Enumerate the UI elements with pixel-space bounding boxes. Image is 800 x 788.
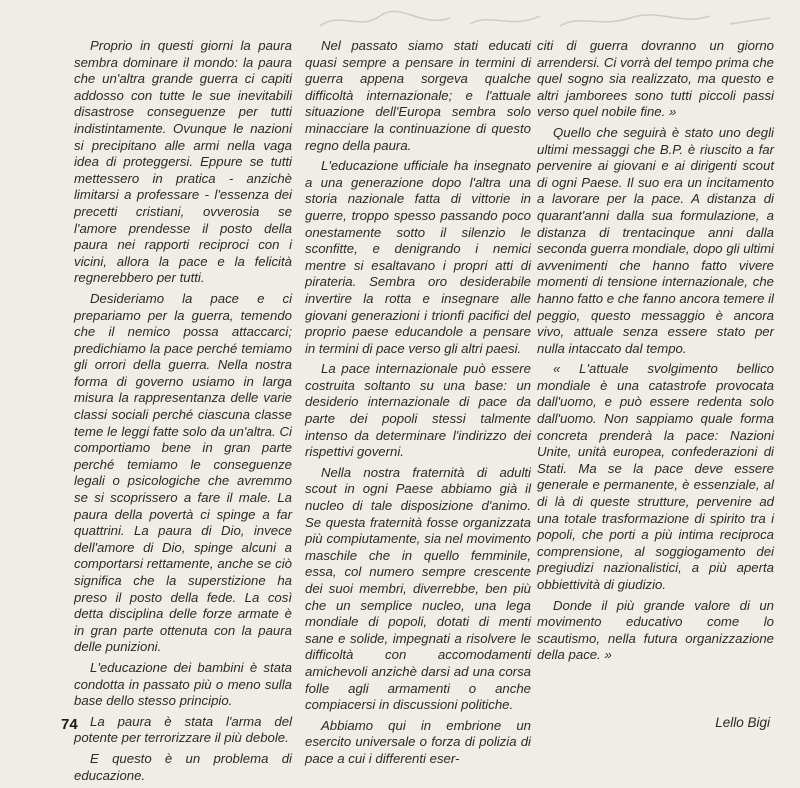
- paragraph: Desideriamo la pace e ci prepariamo per la guerra, temendo che il nemico possa attaccarci; predichiamo la pace perché temiamo gli orrori della guerra. Nella nostra forma di governo usiamo in larga misura la rappresentanza delle varie classi sociali perché ciascuna classe teme le leggi fatte solo da un'altra. Ci comportiamo bene in gran parte perché temiamo le conseguenze legali o psicologiche che avremmo se si scoprissero a fare il male. La paura della povertà ci spinge a far quattrini. La paura di Dio, invece dell'amore di Dio, spinge alcuni a comportarsi rettamente, anche se ciò significa che la superstizione ha preso il posto della fede. La così detta disciplina delle forze armate è in gran parte ottenuta con la paura delle punizioni.: [74, 290, 292, 655]
- paragraph: Nella nostra fraternità di adulti scout in ogni Paese abbiamo già il nucleo di tale disposizione d'animo. Se questa fraternità fosse organizzata più compiutamente, sia nel movimento maschile che in quello femminile, essa, col numero sempre crescente dei suoi membri, diverrebbe, ben più che un semplice nucleo, una lega mondiale di popoli, dotati di menti sane e solide, impegnati a risolvere le difficoltà con accomodamenti amichevoli anzichè darsi ad una corsa folle agli armamenti o anche compiacersi in discussioni politiche.: [305, 464, 531, 713]
- paragraph: Proprio in questi giorni la paura sembra dominare il mondo: la paura che un'altra grande guerra ci capiti addosso con tutte le sue inevitabili disastrose conseguenze per tutti indistintamente. Ovunque le nazioni si precipitano alle armi nella vaga idea di proteggersi. Eppure se tutti mettessero in pratica - anzichè limitarsi a professare - l'essenza dei precetti cristiani, ovverosia se l'amore prendesse il posto della paura nei rapporti reciproci con i vicini, allora la pace e la felicità regnerebbero per tutti.: [74, 38, 292, 286]
- paragraph: « L'attuale svolgimento bellico mondiale è una catastrofe provocata dall'uomo, e può essere redenta solo dall'uomo. Non sappiamo quale forma concreta prenderà la pace: Nazioni Unite, unità europea, confederazioni di Stati. Ma se la pace deve essere generale e permanente, è essenziale, al di là di queste strutture, pervenire ad una totale trasformazione di spirito tra i popoli, che porti a più intima reciproca comprensione, al soggiogamento dei pregiudizi nazionalistici, a più aperta obbiettività di giudizio.: [537, 361, 774, 592]
- page-number: 74: [61, 716, 78, 733]
- paragraph: L'educazione ufficiale ha insegnato a una generazione dopo l'altra una storia nazionale fatta di vittorie in guerre, troppo spesso passando poco onestamente sotto il silenzio le sconfitte, e denigrando i nemici mentre si esaltavano i propri atti di pirateria. Sembra oro desiderabile invertire la rotta e insegnare alle giovani generazioni i trionfi pacifici del proprio paese educandole a pensare in termini di pace verso gli altri paesi.: [305, 158, 531, 356]
- author-signature: Lello Bigi: [715, 715, 770, 730]
- paragraph: La pace internazionale può essere costruita soltanto su una base: un desiderio internazionale di pace da parte dei popoli stessi talmente intenso da determinare l'indirizzo dei rispettivi governi.: [305, 361, 531, 460]
- text-column-1: [74, 38, 292, 788]
- paragraph: E questo è un problema di educazione.: [74, 750, 292, 783]
- paragraph: Abbiamo qui in embrione un esercito universale o forza di polizia di pace a cui i differenti eser-: [305, 717, 531, 766]
- paragraph: Nel passato siamo stati educati quasi sempre a pensare in termini di guerra appena sorgeva qualche difficoltà internazionale; e l'attuale situazione dell'Europa sembra solo minacciare la continuazione di questo regno della paura.: [305, 38, 531, 153]
- paragraph: citi di guerra dovranno un giorno arrendersi. Ci vorrà del tempo prima che quel sogno sia realizzato, ma questo e altri jamborees sono tutti piccoli passi verso quel nobile fine. »: [537, 38, 774, 120]
- paragraph: Donde il più grande valore di un movimento educativo come lo scautismo, nella futura organizzazione della pace. »: [537, 597, 774, 663]
- text-column-3: [537, 38, 774, 668]
- handwritten-annotation: [300, 6, 780, 36]
- paragraph: Quello che seguirà è stato uno degli ultimi messaggi che B.P. è riuscito a far pervenire ai giovani e ai dirigenti scout di ogni Paese. Il suo era un incitamento a lavorare per la pace. A distanza di quarant'anni dalla sua formulazione, a distanza di trentacinque anni dalla seconda guerra mondiale, dopo gli ultimi avvenimenti che hanno fatto vivere momenti di tensione internazionale, che hanno fatto e che fanno ancora temere il peggio, questo messaggio è ancora vivo, attuale senza essere stato per nulla intaccato dal tempo.: [537, 124, 774, 356]
- paragraph: La paura è stata l'arma del potente per terrorizzare il più debole.: [74, 713, 292, 746]
- paragraph: L'educazione dei bambini è stata condotta in passato più o meno sulla base dello stesso principio.: [74, 659, 292, 709]
- text-column-2: [305, 38, 531, 772]
